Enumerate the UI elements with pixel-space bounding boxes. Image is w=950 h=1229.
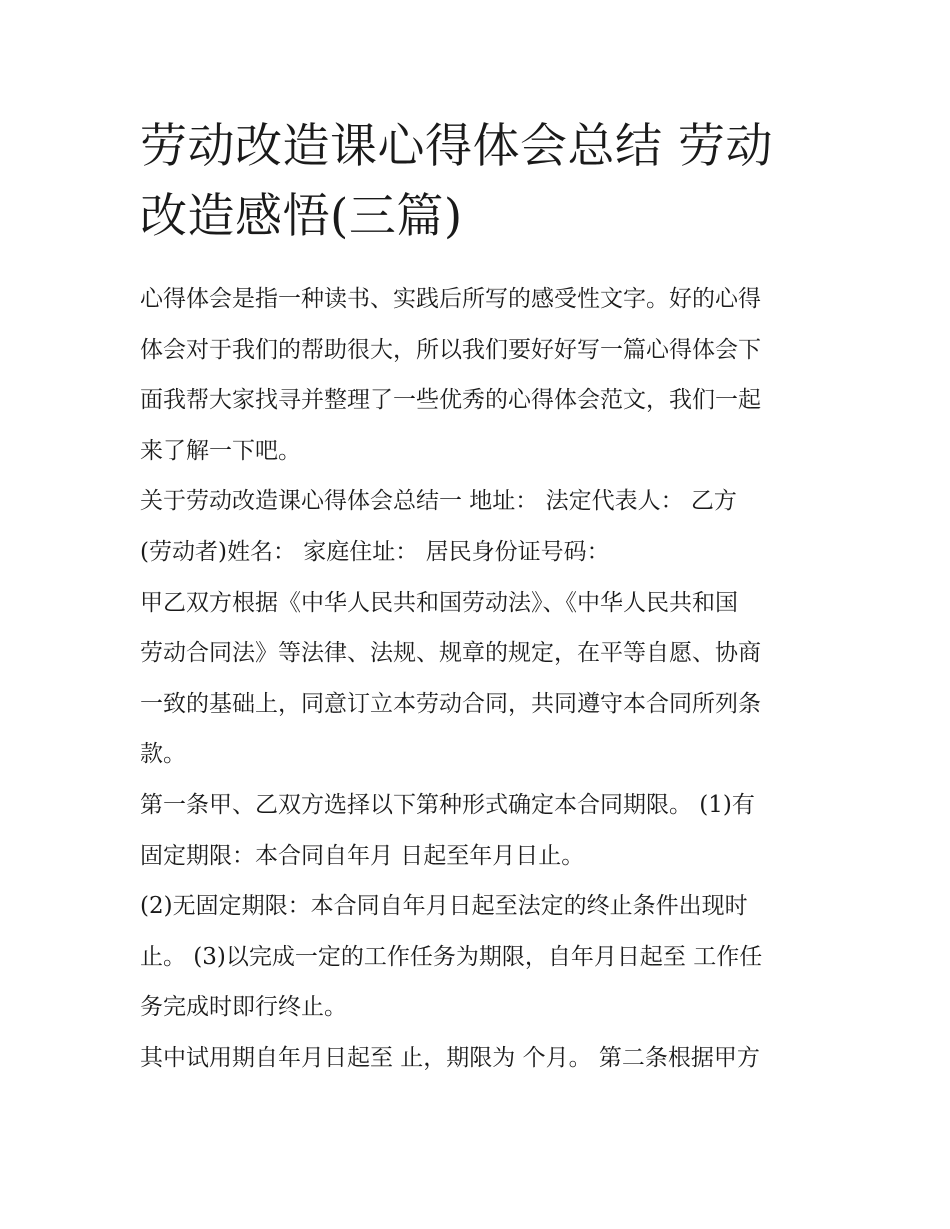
paragraph-legal-basis: 甲乙双方根据《中华人民共和国劳动法》、《中华人民共和国 劳动合同法》等法律、法规、规章的规定，在平等自愿、协商 一致的基础上，同意订立本劳动合同，共同遵守本合同所列条 款。 xyxy=(140,589,761,768)
paragraph-probation: 其中试用期自年月日起至 止，期限为 个月。 第二条根据甲方 xyxy=(140,1044,760,1071)
paragraph-term-options: (2)无固定期限：本合同自年月日起至法定的终止条件出现时 止。 (3)以完成一定的工作任务为期限，自年月日起至 工作任 务完成时即行终止。 xyxy=(140,893,763,1021)
document-title: 劳动改造课心得体会总结 劳动 改造感悟(三篇) xyxy=(140,119,773,244)
paragraph-intro: 心得体会是指一种读书、实践后所写的感受性文字。好的心得 体会对于我们的帮助很大，所以我们要好好写一篇心得体会下 面我帮大家找寻并整理了一些优秀的心得体会范文，我们一起 来了解一下吧。 xyxy=(140,286,761,464)
paragraph-article-one: 第一条甲、乙双方选择以下第种形式确定本合同期限。 (1)有 固定期限：本合同自年月 日起至年月日止。 xyxy=(140,791,755,869)
paragraph-parties: 关于劳动改造课心得体会总结一 地址： 法定代表人： 乙方 (劳动者)姓名： 家庭住址： 居民身份证号码： xyxy=(140,488,737,565)
document-body xyxy=(140,274,812,1084)
